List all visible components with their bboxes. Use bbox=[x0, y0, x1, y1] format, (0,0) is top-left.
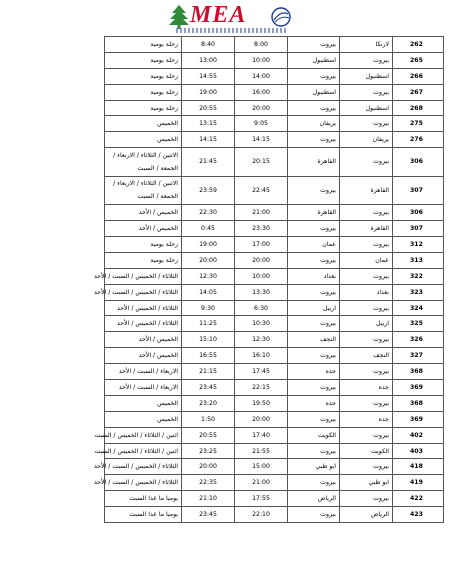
origin-city: بيروت bbox=[288, 475, 340, 491]
flight-number-text: 267 bbox=[410, 88, 423, 96]
departure-time: 15:00 bbox=[235, 459, 288, 475]
origin-city: جده bbox=[288, 395, 340, 411]
arrival-time: 22:35 bbox=[182, 475, 235, 491]
destination-city: بيروت bbox=[340, 205, 393, 221]
operating-days: الخميس / الأحد bbox=[105, 221, 182, 237]
destination-city: القاهرة bbox=[340, 221, 393, 237]
arrival-time: 20:00 bbox=[182, 459, 235, 475]
destination-city: القاهرة bbox=[340, 176, 393, 205]
flight-number bbox=[393, 176, 444, 205]
departure-time: 23:30 bbox=[235, 221, 288, 237]
operating-days: الخميس / الأحد bbox=[105, 332, 182, 348]
table-row bbox=[105, 507, 444, 523]
departure-time: 10:30 bbox=[235, 316, 288, 332]
table-row bbox=[105, 148, 444, 177]
origin-city: بيروت bbox=[288, 176, 340, 205]
flight-number bbox=[393, 132, 444, 148]
table-row bbox=[105, 176, 444, 205]
logo-tagline bbox=[176, 28, 286, 33]
operating-days: يوميا ما عدا السبت bbox=[105, 491, 182, 507]
flight-number bbox=[393, 252, 444, 268]
destination-city: بيروت bbox=[340, 84, 393, 100]
flight-number-text: 322 bbox=[410, 272, 423, 280]
departure-time: 21:55 bbox=[235, 443, 288, 459]
origin-city: جده bbox=[288, 364, 340, 380]
arrival-time: 23:45 bbox=[182, 380, 235, 396]
flight-number-text: 313 bbox=[410, 256, 423, 264]
table-row bbox=[105, 411, 444, 427]
departure-time: 17:55 bbox=[235, 491, 288, 507]
table-row bbox=[105, 491, 444, 507]
arrival-time: 14:05 bbox=[182, 284, 235, 300]
flight-number-text: 418 bbox=[410, 463, 423, 471]
arrival-time: 11:25 bbox=[182, 316, 235, 332]
origin-city: بيروت bbox=[288, 221, 340, 237]
departure-time: 22:15 bbox=[235, 380, 288, 396]
flight-number-text: 265 bbox=[410, 56, 423, 64]
origin-city: بيروت bbox=[288, 132, 340, 148]
departure-time: 13:30 bbox=[235, 284, 288, 300]
table-row bbox=[105, 205, 444, 221]
flight-number-text: 306 bbox=[410, 158, 423, 166]
arrival-time: 23:20 bbox=[182, 395, 235, 411]
flight-number-text: 307 bbox=[410, 225, 423, 233]
operating-days: رحلة يومية bbox=[105, 52, 182, 68]
table-row bbox=[105, 332, 444, 348]
destination-city: النجف bbox=[340, 348, 393, 364]
table-row bbox=[105, 268, 444, 284]
flight-number-text: 306 bbox=[410, 209, 423, 217]
flight-number-text: 312 bbox=[410, 240, 423, 248]
flight-number bbox=[393, 300, 444, 316]
operating-days: الثلاثاء / الخميس / الأحد bbox=[105, 300, 182, 316]
departure-time: 21:00 bbox=[235, 205, 288, 221]
arrival-time: 20:00 bbox=[182, 252, 235, 268]
destination-city: لارنكا bbox=[340, 37, 393, 53]
destination-city: جده bbox=[340, 380, 393, 396]
departure-time: 14:15 bbox=[235, 132, 288, 148]
departure-time: 9:05 bbox=[235, 116, 288, 132]
destination-city: بيروت bbox=[340, 364, 393, 380]
table-row bbox=[105, 84, 444, 100]
arrival-time: 0:45 bbox=[182, 221, 235, 237]
origin-city: بيروت bbox=[288, 380, 340, 396]
operating-days: رحلة يومية bbox=[105, 237, 182, 253]
origin-city: بيروت bbox=[288, 443, 340, 459]
flight-number bbox=[393, 205, 444, 221]
departure-time: 20:15 bbox=[235, 148, 288, 177]
flight-number bbox=[393, 475, 444, 491]
origin-city: بيروت bbox=[288, 100, 340, 116]
arrival-time: 21:10 bbox=[182, 491, 235, 507]
origin-city: الكويت bbox=[288, 427, 340, 443]
operating-days: الثلاثاء / الخميس / السبت / الأحد bbox=[105, 284, 182, 300]
origin-city: بيروت bbox=[288, 68, 340, 84]
operating-days: الاثنين / الثلاثاء / الاربعاء / الجمعة / السبت bbox=[105, 176, 182, 205]
flight-number bbox=[393, 364, 444, 380]
flight-number bbox=[393, 443, 444, 459]
table-row bbox=[105, 252, 444, 268]
flight-number bbox=[393, 84, 444, 100]
operating-days: الاربعاء / السبت / الأحد bbox=[105, 364, 182, 380]
flight-schedule-table bbox=[93, 36, 444, 523]
arrival-time: 19:00 bbox=[182, 237, 235, 253]
origin-city: ابو ظبي bbox=[288, 459, 340, 475]
operating-days: الثلاثاء / الخميس / السبت / الأحد bbox=[105, 459, 182, 475]
table-row bbox=[105, 475, 444, 491]
departure-time: 20:00 bbox=[235, 100, 288, 116]
origin-city: الرياض bbox=[288, 491, 340, 507]
destination-city: بيروت bbox=[340, 395, 393, 411]
destination-city: بيروت bbox=[340, 268, 393, 284]
departure-time: 20:00 bbox=[235, 252, 288, 268]
table-row bbox=[105, 132, 444, 148]
destination-city: عمان bbox=[340, 252, 393, 268]
origin-city: عمان bbox=[288, 237, 340, 253]
origin-city: بيروت bbox=[288, 411, 340, 427]
flight-number-text: 402 bbox=[410, 431, 423, 439]
destination-city: بيروت bbox=[340, 427, 393, 443]
flight-number bbox=[393, 427, 444, 443]
flight-number bbox=[393, 37, 444, 53]
flight-number-text: 307 bbox=[410, 186, 423, 194]
departure-time: 10:00 bbox=[235, 52, 288, 68]
flight-number-text: 403 bbox=[410, 447, 423, 455]
departure-time: 14:00 bbox=[235, 68, 288, 84]
destination-city: الكويت bbox=[340, 443, 393, 459]
destination-city: جده bbox=[340, 411, 393, 427]
flight-number bbox=[393, 491, 444, 507]
flight-number bbox=[393, 148, 444, 177]
origin-city: اربيل bbox=[288, 300, 340, 316]
departure-time: 16:00 bbox=[235, 84, 288, 100]
flight-number-text: 368 bbox=[410, 368, 423, 376]
arrival-time: 20:55 bbox=[182, 100, 235, 116]
operating-days: الخميس bbox=[105, 116, 182, 132]
table-row bbox=[105, 284, 444, 300]
flight-number bbox=[393, 380, 444, 396]
operating-days: رحلة يومية bbox=[105, 252, 182, 268]
departure-time: 17:00 bbox=[235, 237, 288, 253]
destination-city: بيروت bbox=[340, 459, 393, 475]
departure-time: 16:10 bbox=[235, 348, 288, 364]
flight-number bbox=[393, 221, 444, 237]
table-row bbox=[105, 300, 444, 316]
origin-city: اسطنبول bbox=[288, 52, 340, 68]
table-row bbox=[105, 395, 444, 411]
operating-days: الخميس bbox=[105, 411, 182, 427]
flight-number bbox=[393, 68, 444, 84]
flight-number bbox=[393, 459, 444, 475]
departure-time: 22:45 bbox=[235, 176, 288, 205]
flight-number-text: 324 bbox=[410, 304, 423, 312]
table-row bbox=[105, 316, 444, 332]
departure-time: 8:00 bbox=[235, 37, 288, 53]
flight-number bbox=[393, 237, 444, 253]
table-row bbox=[105, 364, 444, 380]
flight-number bbox=[393, 116, 444, 132]
departure-time: 17:45 bbox=[235, 364, 288, 380]
table-row bbox=[105, 443, 444, 459]
origin-city: بيروت bbox=[288, 348, 340, 364]
destination-city: بيروت bbox=[340, 237, 393, 253]
header bbox=[0, 0, 465, 36]
arrival-time: 1:50 bbox=[182, 411, 235, 427]
origin-city: بغداد bbox=[288, 268, 340, 284]
arrival-time: 22:30 bbox=[182, 205, 235, 221]
arrival-time: 13:00 bbox=[182, 52, 235, 68]
flight-number-text: 369 bbox=[410, 415, 423, 423]
destination-city: بغداد bbox=[340, 284, 393, 300]
operating-days: رحلة يومية bbox=[105, 68, 182, 84]
origin-city: بيروت bbox=[288, 316, 340, 332]
arrival-time: 19:00 bbox=[182, 84, 235, 100]
operating-days: الخميس / الأحد bbox=[105, 348, 182, 364]
table-row bbox=[105, 52, 444, 68]
operating-days: اثنين / الثلاثاء / الخميس / السبت bbox=[105, 443, 182, 459]
arrival-time: 15:10 bbox=[182, 332, 235, 348]
arrival-time: 16:55 bbox=[182, 348, 235, 364]
flight-number-text: 276 bbox=[410, 136, 423, 144]
table-row bbox=[105, 116, 444, 132]
arrival-time: 23:59 bbox=[182, 176, 235, 205]
operating-days: رحلة يومية bbox=[105, 37, 182, 53]
destination-city: بيروت bbox=[340, 300, 393, 316]
flight-number bbox=[393, 507, 444, 523]
flight-number bbox=[393, 52, 444, 68]
departure-time: 10:00 bbox=[235, 268, 288, 284]
arrival-time: 23:25 bbox=[182, 443, 235, 459]
flight-number-text: 368 bbox=[410, 399, 423, 407]
arrival-time: 13:15 bbox=[182, 116, 235, 132]
arrival-time: 23:45 bbox=[182, 507, 235, 523]
arrival-time: 8:40 bbox=[182, 37, 235, 53]
flight-number bbox=[393, 316, 444, 332]
table-row bbox=[105, 68, 444, 84]
arrival-time: 12:30 bbox=[182, 268, 235, 284]
destination-city: بيروت bbox=[340, 491, 393, 507]
operating-days: رحلة يومية bbox=[105, 84, 182, 100]
flight-number-text: 262 bbox=[410, 40, 423, 48]
departure-time: 17:40 bbox=[235, 427, 288, 443]
flight-number-text: 423 bbox=[410, 511, 423, 519]
destination-city: بيروت bbox=[340, 148, 393, 177]
flight-number bbox=[393, 332, 444, 348]
destination-city: يريفان bbox=[340, 132, 393, 148]
logo-text: MEA bbox=[190, 2, 247, 28]
operating-days: الاربعاء / السبت / الأحد bbox=[105, 380, 182, 396]
table-row bbox=[105, 348, 444, 364]
flight-number-text: 275 bbox=[410, 120, 423, 128]
flight-number-text: 268 bbox=[410, 104, 423, 112]
flight-number-text: 326 bbox=[410, 336, 423, 344]
departure-time: 22:10 bbox=[235, 507, 288, 523]
flight-number-text: 369 bbox=[410, 383, 423, 391]
origin-city: القاهرة bbox=[288, 148, 340, 177]
destination-city: الرياض bbox=[340, 507, 393, 523]
table-row bbox=[105, 427, 444, 443]
destination-city: بيروت bbox=[340, 332, 393, 348]
destination-city: بيروت bbox=[340, 52, 393, 68]
table-row bbox=[105, 100, 444, 116]
operating-days: الثلاثاء / الخميس / السبت / الأحد bbox=[105, 268, 182, 284]
flight-number-text: 327 bbox=[410, 352, 423, 360]
arrival-time: 9:30 bbox=[182, 300, 235, 316]
origin-city: بيروت bbox=[288, 284, 340, 300]
flight-number-text: 266 bbox=[410, 72, 423, 80]
flight-number bbox=[393, 100, 444, 116]
flight-number bbox=[393, 348, 444, 364]
origin-city: اسطنبول bbox=[288, 84, 340, 100]
origin-city: بيروت bbox=[288, 37, 340, 53]
flight-number-text: 422 bbox=[410, 495, 423, 503]
operating-days: الخميس / الأحد bbox=[105, 205, 182, 221]
arrival-time: 21:15 bbox=[182, 364, 235, 380]
operating-days: يوميا ما عدا السبت bbox=[105, 507, 182, 523]
arrival-time: 20:55 bbox=[182, 427, 235, 443]
origin-city: القاهرة bbox=[288, 205, 340, 221]
destination-city: اربيل bbox=[340, 316, 393, 332]
table-row bbox=[105, 380, 444, 396]
flight-number bbox=[393, 411, 444, 427]
origin-city: بيروت bbox=[288, 507, 340, 523]
flight-number-text: 419 bbox=[410, 479, 423, 487]
operating-days: الثلاثاء / الخميس / السبت / الأحد bbox=[105, 475, 182, 491]
operating-days: رحلة يومية bbox=[105, 100, 182, 116]
operating-days: الخميس bbox=[105, 132, 182, 148]
table-row bbox=[105, 459, 444, 475]
flight-number bbox=[393, 395, 444, 411]
departure-time: 12:30 bbox=[235, 332, 288, 348]
arrival-time: 21:45 bbox=[182, 148, 235, 177]
destination-city: اسطنبول bbox=[340, 68, 393, 84]
operating-days: اثنين / الثلاثاء / الخميس / السبت bbox=[105, 427, 182, 443]
arrival-time: 14:15 bbox=[182, 132, 235, 148]
table-row bbox=[105, 221, 444, 237]
departure-time: 20:00 bbox=[235, 411, 288, 427]
flight-number bbox=[393, 268, 444, 284]
origin-city: يريفان bbox=[288, 116, 340, 132]
origin-city: بيروت bbox=[288, 252, 340, 268]
table-row bbox=[105, 237, 444, 253]
arrival-time: 14:55 bbox=[182, 68, 235, 84]
operating-days: الخميس bbox=[105, 395, 182, 411]
flight-number-text: 325 bbox=[410, 320, 423, 328]
departure-time: 6:30 bbox=[235, 300, 288, 316]
departure-time: 19:50 bbox=[235, 395, 288, 411]
origin-city: النجف bbox=[288, 332, 340, 348]
operating-days: الاثنين / الثلاثاء / الاربعاء / الجمعة / السبت bbox=[105, 148, 182, 177]
flight-number-text: 323 bbox=[410, 288, 423, 296]
table-row bbox=[105, 37, 444, 53]
destination-city: اسطنبول bbox=[340, 100, 393, 116]
departure-time: 21:00 bbox=[235, 475, 288, 491]
globe-icon bbox=[270, 6, 292, 28]
flight-number bbox=[393, 284, 444, 300]
cedar-icon bbox=[168, 4, 190, 30]
destination-city: بيروت bbox=[340, 116, 393, 132]
operating-days: الثلاثاء / الخميس / الأحد bbox=[105, 316, 182, 332]
destination-city: ابو ظبي bbox=[340, 475, 393, 491]
